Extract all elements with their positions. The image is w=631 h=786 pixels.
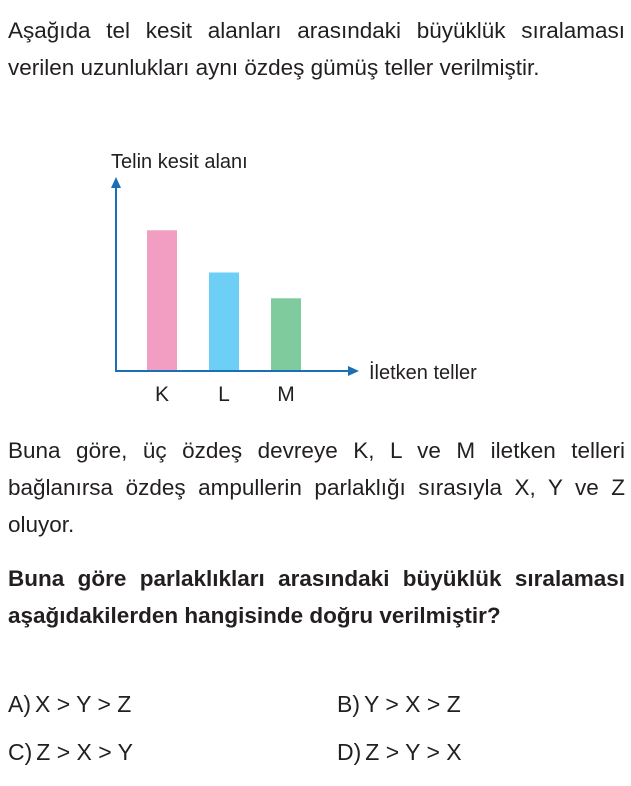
- question-paragraph: Buna göre parlaklıkları arasındaki büyüklük sıralaması aşağıdakilerden hangisinde doğru verilmiştir?: [8, 566, 625, 628]
- option-a-text: X > Y > Z: [35, 691, 132, 717]
- tick-label-m: M: [277, 383, 295, 406]
- tick-labels-group: [155, 383, 295, 406]
- option-b[interactable]: [337, 689, 461, 719]
- bars-group: [147, 230, 301, 371]
- option-c[interactable]: [8, 737, 133, 767]
- option-d-text: Z > Y > X: [365, 739, 462, 765]
- option-d-letter: D): [337, 739, 362, 765]
- bar-l: [209, 272, 239, 371]
- option-c-text: Z > X > Y: [36, 739, 134, 765]
- option-c-letter: C): [8, 739, 33, 765]
- option-d[interactable]: [337, 737, 462, 767]
- x-axis-arrow-icon: [348, 366, 359, 376]
- x-axis-label: İletken teller: [369, 362, 477, 384]
- info-paragraph: Buna göre, üç özdeş devreye K, L ve M iletken telleri bağlanırsa özdeş ampullerin parlaklığı sırasıyla X, Y ve Z oluyor.: [8, 438, 625, 537]
- option-a[interactable]: [8, 689, 131, 719]
- option-a-letter: A): [8, 691, 31, 717]
- bar-k: [147, 230, 177, 371]
- tick-label-l: L: [218, 383, 230, 406]
- option-b-text: Y > X > Z: [364, 691, 461, 717]
- y-axis-arrow-icon: [111, 177, 121, 188]
- option-b-letter: B): [337, 691, 360, 717]
- bar-m: [271, 298, 301, 371]
- tick-label-k: K: [154, 383, 170, 406]
- y-axis-label: Telin kesit alanı: [111, 151, 248, 173]
- intro-paragraph: Aşağıda tel kesit alanları arasındaki büyüklük sıralaması verilen uzunlukları aynı özdeş gümüş teller verilmiştir.: [8, 18, 625, 80]
